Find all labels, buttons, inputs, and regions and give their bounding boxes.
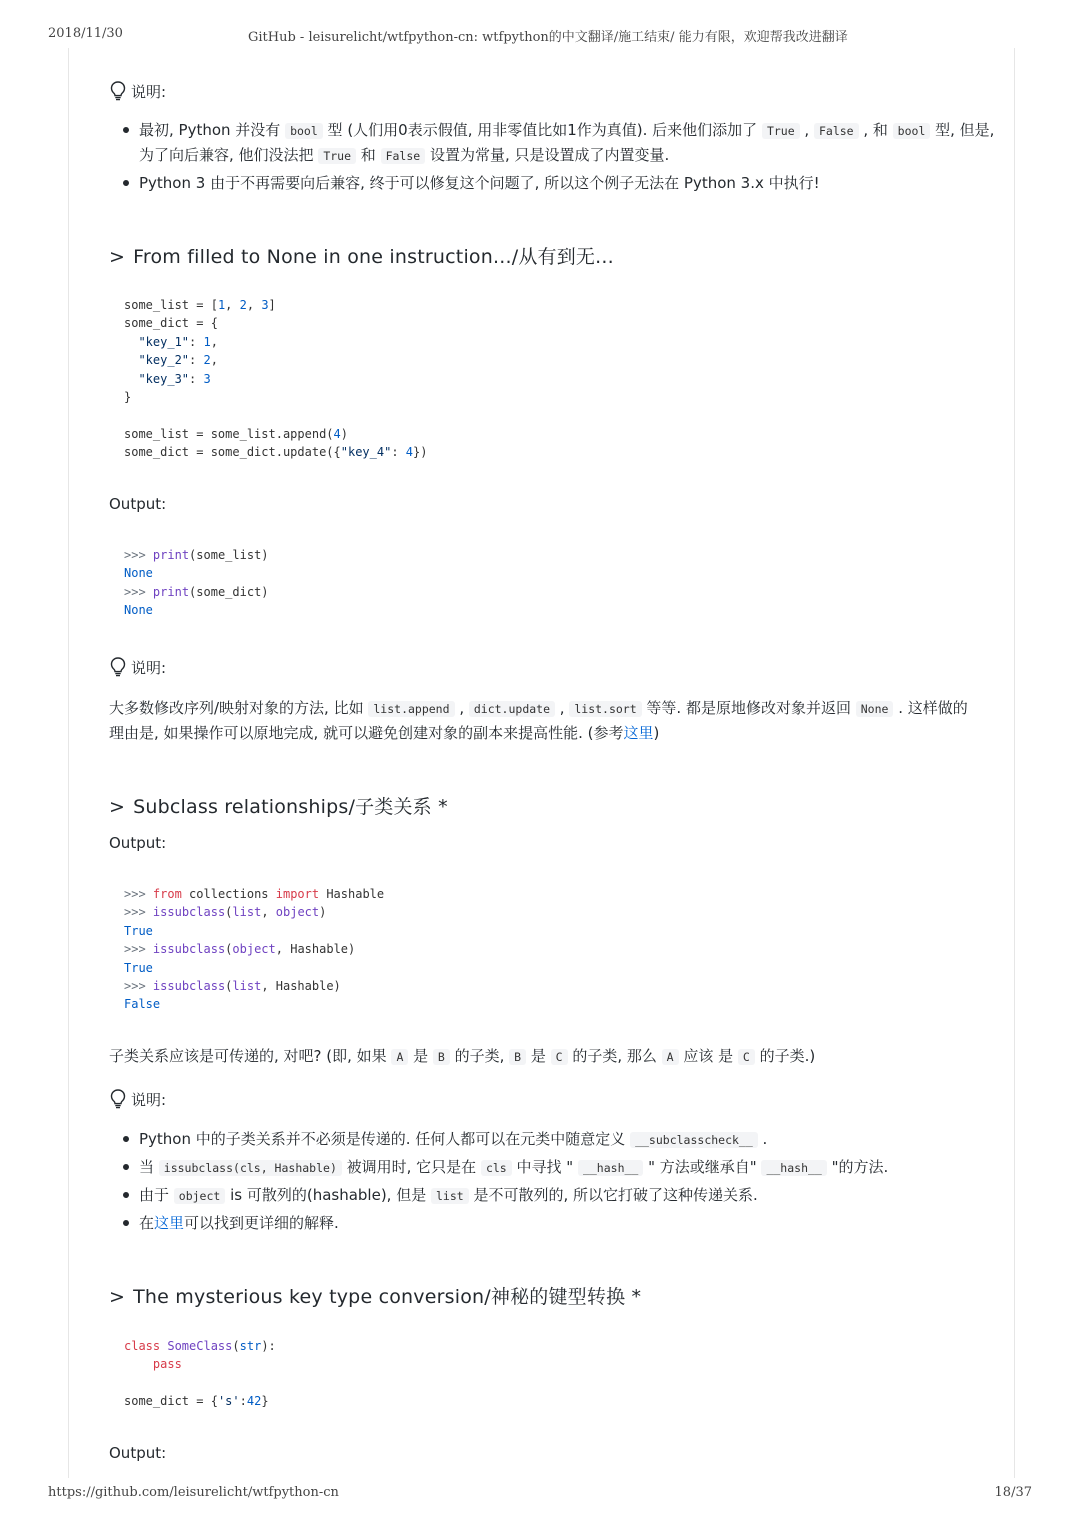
code-block: class SomeClass(str): pass some_dict = {'s':42}	[124, 1339, 276, 1409]
print-date: 2018/11/30	[48, 26, 123, 41]
code-block: some_list = [1, 2, 3] some_dict = { "key_1": 1, "key_2": 2, "key_3": 3 } some_list = some_list.append(4) some_dict = some_dict.update({"key_4": 4})	[124, 298, 428, 460]
output-label: Output:	[109, 495, 167, 513]
output-label: Output:	[109, 834, 167, 852]
explanation-list	[109, 1127, 999, 1238]
list-item: Python 中的子类关系并不必须是传递的. 任何人都可以在元类中随意定义 __subclasscheck__ .	[139, 1127, 999, 1152]
code-block-output: >>> print(some_list) None >>> print(some_dict) None	[124, 548, 269, 618]
subclass-paragraph: 子类关系应该是可传递的, 对吧? (即, 如果 A 是 B 的子类, B 是 C 的子类, 那么 A 应该 是 C 的子类.)	[109, 1047, 816, 1065]
list-item: Python 3 由于不再需要向后兼容, 终于可以修复这个问题了, 所以这个例子无法在 Python 3.x 中执行!	[139, 171, 999, 195]
lightbulb-icon	[109, 656, 127, 678]
list-item: 最初, Python 并没有 bool 型 (人们用0表示假值, 用非零值比如1作为真值). 后来他们添加了 True , False , 和 bool 型, 但是, 为了向后兼容, 他们没法把 True 和 False 设置为常量, 只是设置成了内置变量.	[139, 118, 999, 168]
explanation-label	[109, 1088, 969, 1110]
print-url: https://github.com/leisurelicht/wtfpython-cn	[48, 1485, 339, 1500]
code-block-output: >>> from collections import Hashable >>> issubclass(list, object) True >>> issubclass(object, Hashable) True >>> issubclass(list, Hashable) False	[124, 887, 385, 1012]
explanation-label-text: 说明:	[131, 82, 167, 101]
output-label: Output:	[109, 1444, 167, 1462]
print-header	[0, 26, 1080, 46]
section-heading-key-type: > The mysterious key type conversion/神秘的键型转换 *	[109, 1286, 642, 1308]
print-page-title: GitHub - leisurelicht/wtfpython-cn: wtfpython的中文翻译/施工结束/ 能力有限，欢迎帮我改进翻译	[248, 30, 848, 45]
reference-link[interactable]: 这里	[623, 724, 654, 742]
readme-article	[68, 48, 1015, 1478]
details-link[interactable]: 这里	[154, 1214, 185, 1232]
explanation-list	[109, 118, 999, 198]
lightbulb-icon	[109, 80, 127, 102]
explanation-label-text: 说明:	[131, 658, 167, 677]
explanation-label	[109, 656, 969, 678]
section-heading-none: > From filled to None in one instruction.../从有到无...	[109, 246, 614, 268]
lightbulb-icon	[109, 1088, 127, 1110]
list-item: 由于 object is 可散列的(hashable), 但是 list 是不可散列的, 所以它打破了这种传递关系.	[139, 1183, 999, 1208]
section-heading-subclass: > Subclass relationships/子类关系 *	[109, 796, 448, 818]
print-page-number: 18/37	[994, 1485, 1032, 1500]
list-item: 在这里可以找到更详细的解释.	[139, 1211, 999, 1235]
explanation-label	[109, 80, 969, 102]
explanation-label-text: 说明:	[131, 1090, 167, 1109]
list-item: 当 issubclass(cls, Hashable) 被调用时, 它只是在 cls 中寻找 " __hash__ " 方法或继承自" __hash__ "的方法.	[139, 1155, 999, 1180]
explanation-paragraph: 大多数修改序列/映射对象的方法, 比如 list.append , dict.update , list.sort 等等. 都是原地修改对象并返回 None . 这样做的理由是, 如果操作可以原地完成, 就可以避免创建对象的副本来提高性能. (参考这里)	[109, 699, 968, 742]
print-footer	[0, 1485, 1080, 1505]
